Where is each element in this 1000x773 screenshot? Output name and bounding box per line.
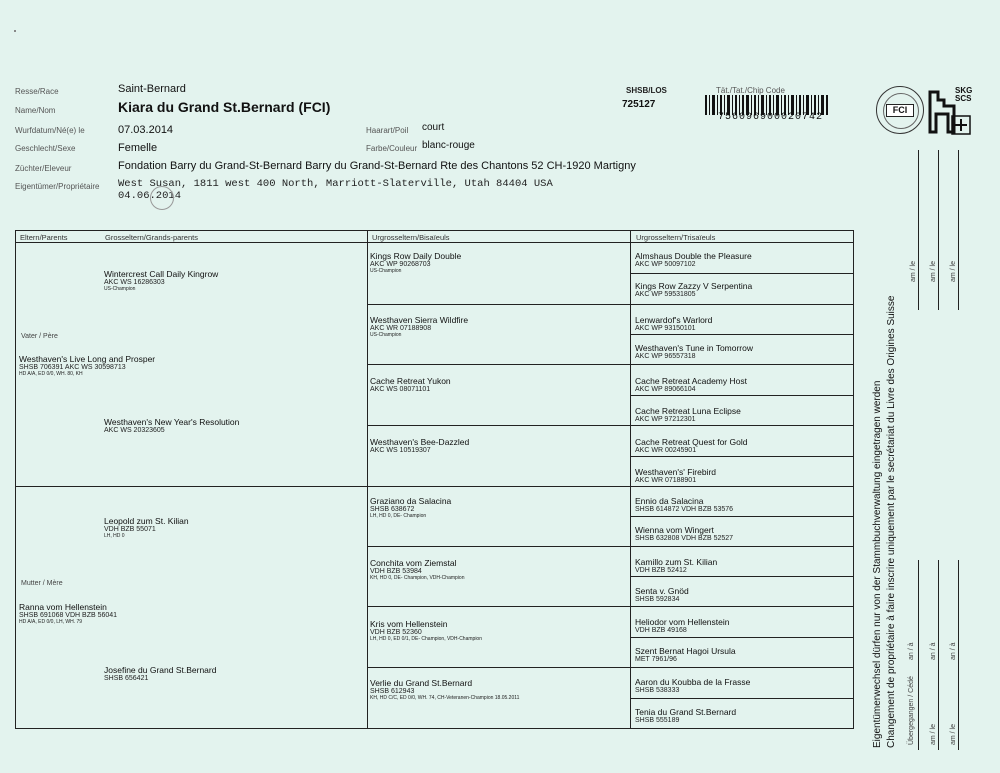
owner-date: 04.06.2014 xyxy=(118,190,182,202)
skg-text: SKG xyxy=(955,86,973,95)
am-le-label: am / le xyxy=(930,723,937,745)
fci-logo xyxy=(876,86,924,134)
ggg xyxy=(635,281,752,298)
breed-label: Resse/Race xyxy=(15,87,59,96)
gg-titles: KH, HD 0, DE- Champion, VDH-Champion xyxy=(370,575,465,581)
breed-value: Saint-Bernard xyxy=(118,83,186,95)
gg-name: Kings Row Daily Double xyxy=(370,251,462,261)
ggg xyxy=(635,525,733,542)
ggg xyxy=(635,376,747,393)
gg-reg: AKC WS 10519307 xyxy=(370,447,431,454)
studbook-label: SHSB/LOS xyxy=(626,86,667,95)
ggg-reg: AKC WR 00245901 xyxy=(635,447,697,454)
ggg-reg: VDH BZB 49168 xyxy=(635,627,687,634)
owner-label: Eigentümer/Propriétaire xyxy=(15,182,100,191)
ggg-reg: SHSB 555189 xyxy=(635,717,680,724)
birth-date-label: Wurfdatum/Né(e) le xyxy=(15,126,85,135)
gg-titles: US-Champion xyxy=(370,268,402,274)
studbook-number: 725127 xyxy=(622,99,656,110)
ggg-reg: SHSB 614872 VDH BZB 53576 xyxy=(635,506,734,513)
stray-mark xyxy=(14,30,16,32)
am-le-label: am / le xyxy=(930,260,937,282)
stamp-icon xyxy=(150,186,174,210)
header-great-grandparents: Urgrosseltern/Bisaïeuls xyxy=(372,233,450,242)
coat-value: court xyxy=(422,122,445,133)
ggg xyxy=(635,617,730,634)
gg-reg: VDH BZB 53984 xyxy=(370,568,422,575)
ggg xyxy=(635,467,716,484)
ggg-reg: AKC WR 07188901 xyxy=(635,477,697,484)
great-grandparent xyxy=(370,558,464,581)
grandparent-titles: LH, HD 0 xyxy=(104,533,125,539)
scs-text: SCS xyxy=(955,94,972,103)
grandparent-name: Westhaven's New Year's Resolution xyxy=(104,417,240,427)
am-le-label: am / le xyxy=(910,260,917,282)
great-grandparent xyxy=(370,251,461,274)
owner-value: West Susan, 1811 west 400 North, Marriott-Slaterville, Utah 84404 USA xyxy=(118,178,553,190)
color-label: Farbe/Couleur xyxy=(366,144,418,153)
sire-label: Vater / Père xyxy=(21,333,58,340)
ggg xyxy=(635,586,689,603)
gg-reg: VDH BZB 52360 xyxy=(370,629,422,636)
ggg xyxy=(635,437,747,454)
ggg xyxy=(635,707,736,724)
great-grandparent xyxy=(370,619,482,642)
sire-name: Westhaven's Live Long and Prosper xyxy=(19,354,156,364)
ggg-name: Cache Retreat Quest for Gold xyxy=(635,437,748,447)
grandparent-reg: SHSB 656421 xyxy=(104,675,149,682)
gg-name: Conchita vom Ziemstal xyxy=(370,558,457,568)
am-le-label: am / le xyxy=(950,260,957,282)
ggg-name: Lenwardof's Warlord xyxy=(635,315,713,325)
ggg xyxy=(635,315,712,332)
grandparent-reg: VDH BZB 55071 xyxy=(104,526,156,533)
ggg xyxy=(635,557,717,574)
grandparent xyxy=(104,516,189,539)
chip-label: Tät./Tat./Chip Code xyxy=(716,86,785,95)
sire-titles: HD A/A, ED 0/0, WH. 80, KH xyxy=(19,371,83,377)
ggg-reg: VDH BZB 52412 xyxy=(635,567,687,574)
ggg xyxy=(635,646,736,663)
dog-name: Kiara du Grand St.Bernard (FCI) xyxy=(118,99,331,115)
gg-name: Kris vom Hellenstein xyxy=(370,619,448,629)
grandparent-reg: AKC WS 20323605 xyxy=(104,427,165,434)
sire-reg: SHSB 706391 AKC WS 30598713 xyxy=(19,364,126,371)
ggg-reg: SHSB 592834 xyxy=(635,596,680,603)
great-grandparent xyxy=(370,496,451,519)
name-label: Name/Nom xyxy=(15,106,56,115)
ggg-name: Szent Bernat Hagoi Ursula xyxy=(635,646,736,656)
grandparent-name: Wintercrest Call Daily Kingrow xyxy=(104,269,219,279)
ggg xyxy=(635,496,733,513)
ggg-name: Almshaus Double the Pleasure xyxy=(635,251,752,261)
gg-titles: KH, HD C/C, ED 0/0, WH. 74, CH-Veteranen-Champion 18.05.2011 xyxy=(370,695,520,701)
ggg-name: Wienna vom Wingert xyxy=(635,525,714,535)
color-value: blanc-rouge xyxy=(422,140,475,151)
ownership-note-de: Eigentümerwechsel dürfen nur von der Stammbuchverwaltung eingetragen werden xyxy=(872,380,883,748)
dam-label: Mutter / Mère xyxy=(21,580,63,587)
breeder-value: Fondation Barry du Grand-St-Bernard Barry du Grand-St-Bernard Rte des Chantons 52 CH-1920 Martigny xyxy=(118,160,636,172)
gg-reg: AKC WS 08071101 xyxy=(370,386,431,393)
sex-value: Femelle xyxy=(118,142,158,154)
ggg-name: Heliodor vom Hellenstein xyxy=(635,617,730,627)
transfer-label: Übergegangen / Cédé xyxy=(908,676,915,745)
sire xyxy=(19,354,155,377)
great-grandparent xyxy=(370,315,468,338)
ggg xyxy=(635,406,741,423)
ggg-reg: AKC WP 89066104 xyxy=(635,386,696,393)
gg-name: Verlie du Grand St.Bernard xyxy=(370,678,473,688)
ggg-reg: AKC WP 93150101 xyxy=(635,325,696,332)
gg-name: Westhaven's Bee-Dazzled xyxy=(370,437,470,447)
grandparent xyxy=(104,665,216,682)
pedigree-table xyxy=(15,230,854,729)
grandparent-name: Josefine du Grand St.Bernard xyxy=(104,665,217,675)
gg-reg: AKC WP 90268703 xyxy=(370,261,431,268)
ggg-reg: AKC WP 50097102 xyxy=(635,261,696,268)
ggg xyxy=(635,251,752,268)
dam-name: Ranna vom Hellenstein xyxy=(19,602,107,612)
ggg-name: Cache Retreat Academy Host xyxy=(635,376,747,386)
ggg-reg: SHSB 538333 xyxy=(635,687,680,694)
ggg-name: Senta v. Gnöd xyxy=(635,586,689,596)
ggg-name: Cache Retreat Luna Eclipse xyxy=(635,406,741,416)
breeder-label: Züchter/Eleveur xyxy=(15,164,72,173)
ggg xyxy=(635,677,750,694)
an-a-label: an / à xyxy=(930,642,937,660)
ggg-reg: AKC WP 59531805 xyxy=(635,291,696,298)
birth-date-value: 07.03.2014 xyxy=(118,124,174,136)
ggg-name: Tenia du Grand St.Bernard xyxy=(635,707,737,717)
an-a-label: an / à xyxy=(908,642,915,660)
ggg-name: Westhaven's Tune in Tomorrow xyxy=(635,343,754,353)
ggg-reg: AKC WP 97212301 xyxy=(635,416,696,423)
am-le-label: am / le xyxy=(950,723,957,745)
ggg xyxy=(635,343,753,360)
ggg-name: Kamillo zum St. Kilian xyxy=(635,557,718,567)
coat-label: Haarart/Poil xyxy=(366,126,409,135)
gg-name: Westhaven Sierra Wildfire xyxy=(370,315,469,325)
gg-reg: AKC WR 07188908 xyxy=(370,325,432,332)
dam-reg: SHSB 691068 VDH BZB 56041 xyxy=(19,612,118,619)
chip-code: 756096900020742 xyxy=(718,112,824,123)
gg-name: Cache Retreat Yukon xyxy=(370,376,451,386)
dam-titles: HD A/A, ED 0/0, LH, WH. 79 xyxy=(19,619,83,625)
grandparent-name: Leopold zum St. Kilian xyxy=(104,516,189,526)
gg-reg: SHSB 638672 xyxy=(370,506,415,513)
ownership-note-fr: Changement de propriétaire à faire inscrire uniquement par le secrétariat du Livre des Origines Suisse xyxy=(886,295,897,748)
ggg-reg: SHSB 632808 VDH BZB 52527 xyxy=(635,535,734,542)
gg-titles: LH, HD 0, DE- Champion xyxy=(370,513,427,519)
great-grandparent xyxy=(370,437,469,454)
sex-label: Geschlecht/Sexe xyxy=(15,144,76,153)
ggg-name: Ennio da Salacina xyxy=(635,496,704,506)
ggg-name: Kings Row Zazzy V Serpentina xyxy=(635,281,753,291)
header-great-great-grandparents: Urgrosseltern/Trisaïeuls xyxy=(636,233,716,242)
gg-titles: LH, HD 0, ED 0/1, DE- Champion, VDH-Champion xyxy=(370,636,482,642)
grandparent-titles: US-Champion xyxy=(104,286,136,292)
header-parents: Eltern/Parents xyxy=(20,233,68,242)
ggg-name: Aaron du Koubba de la Frasse xyxy=(635,677,751,687)
grandparent-reg: AKC WS 16286303 xyxy=(104,279,165,286)
gg-reg: SHSB 612943 xyxy=(370,688,415,695)
header-grandparents: Grosseltern/Grands-parents xyxy=(105,233,198,242)
ggg-reg: AKC WP 96557318 xyxy=(635,353,696,360)
dam xyxy=(19,602,117,625)
great-grandparent xyxy=(370,678,519,701)
ggg-reg: MET 7961/96 xyxy=(635,656,677,663)
gg-name: Graziano da Salacina xyxy=(370,496,452,506)
grandparent xyxy=(104,417,239,434)
fci-logo-text: FCI xyxy=(886,104,914,117)
great-grandparent xyxy=(370,376,451,393)
ggg-name: Westhaven's' Firebird xyxy=(635,467,717,477)
an-a-label: an / à xyxy=(950,642,957,660)
grandparent xyxy=(104,269,218,292)
gg-titles: US-Champion xyxy=(370,332,402,338)
